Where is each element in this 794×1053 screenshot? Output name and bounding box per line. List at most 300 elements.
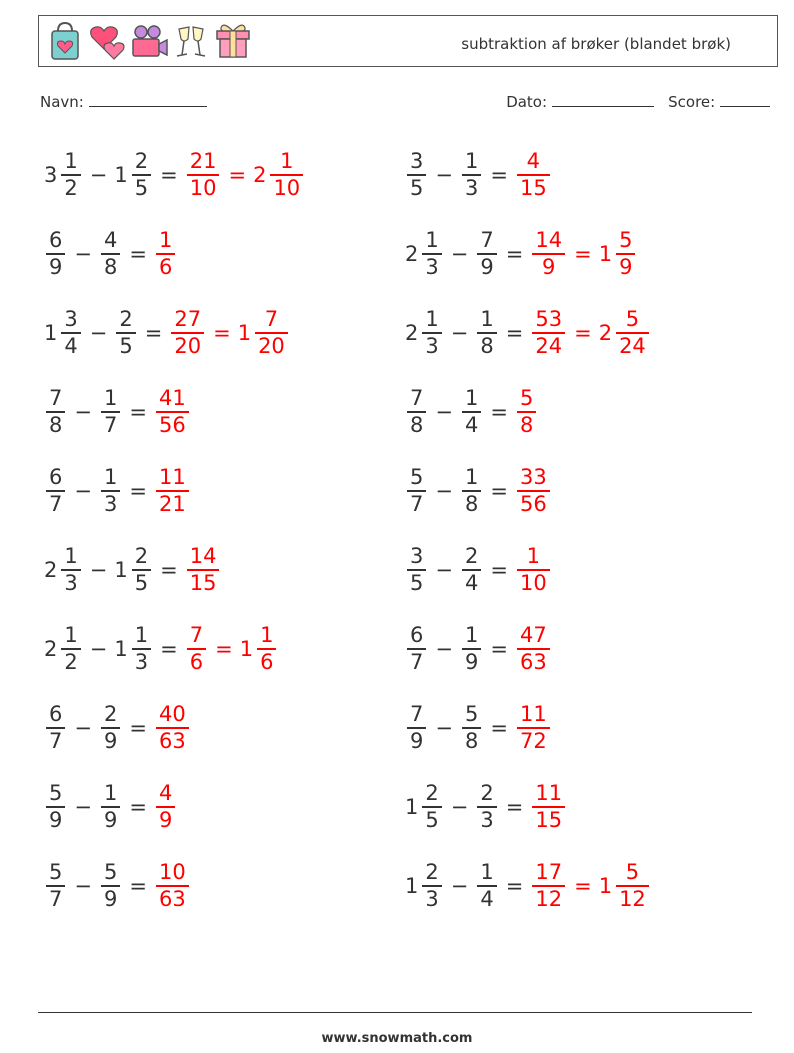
fraction xyxy=(132,149,151,201)
minuend xyxy=(405,149,428,201)
whole-number: 2 xyxy=(44,558,58,582)
denominator: 9 xyxy=(619,255,633,279)
minuend xyxy=(44,860,67,912)
numerator: 7 xyxy=(410,702,424,726)
denominator: 8 xyxy=(103,255,118,279)
denominator: 8 xyxy=(410,413,424,437)
denominator: 12 xyxy=(619,887,646,911)
minus-sign: − xyxy=(89,637,108,661)
subtrahend xyxy=(99,228,122,280)
fraction xyxy=(462,386,481,438)
equals-sign: = xyxy=(129,874,147,898)
numerator: 41 xyxy=(158,386,186,410)
whole-number: 2 xyxy=(253,163,267,187)
whole-number: 1 xyxy=(405,874,419,898)
fraction xyxy=(616,307,649,359)
problem-item xyxy=(44,535,221,605)
numerator: 17 xyxy=(535,860,563,884)
answer-fraction xyxy=(517,623,550,675)
denominator: 7 xyxy=(49,729,63,753)
minuend xyxy=(44,386,67,438)
footer-url: www.snowmath.com xyxy=(321,1031,473,1046)
numerator: 2 xyxy=(464,544,479,568)
denominator: 9 xyxy=(49,255,63,279)
denominator: 6 xyxy=(260,650,274,674)
denominator: 56 xyxy=(519,492,547,516)
problem-item xyxy=(44,851,191,921)
subtrahend xyxy=(475,860,498,912)
answer-fraction xyxy=(156,781,175,833)
fraction xyxy=(422,860,441,912)
numerator: 5 xyxy=(103,860,118,884)
denominator: 5 xyxy=(425,808,439,832)
answer xyxy=(185,544,222,596)
answer xyxy=(515,149,552,201)
equals-sign: = xyxy=(228,163,247,187)
champagne-glasses-icon xyxy=(171,19,211,63)
denominator: 3 xyxy=(425,887,439,911)
numerator: 7 xyxy=(264,307,279,331)
equals-sign: = xyxy=(213,321,231,345)
denominator: 3 xyxy=(425,334,439,358)
numerator: 14 xyxy=(189,544,217,568)
equals-sign: = xyxy=(490,400,508,424)
fraction xyxy=(257,623,276,675)
answer-fraction xyxy=(187,623,206,675)
numerator: 1 xyxy=(64,623,78,647)
problem-item xyxy=(44,219,177,289)
equals-sign: = xyxy=(490,479,508,503)
denominator: 10 xyxy=(519,571,547,595)
denominator: 63 xyxy=(519,650,547,674)
numerator: 1 xyxy=(280,149,294,173)
denominator: 5 xyxy=(410,176,424,200)
whole-number: 1 xyxy=(114,163,128,187)
answer xyxy=(530,860,650,912)
subtrahend xyxy=(99,781,122,833)
numerator: 27 xyxy=(174,307,202,331)
problem-item xyxy=(405,693,552,763)
denominator: 8 xyxy=(464,492,479,516)
minus-sign: − xyxy=(74,795,92,819)
minus-sign: − xyxy=(435,716,453,740)
problem-item xyxy=(405,851,651,921)
fraction xyxy=(407,623,426,675)
problem-item xyxy=(405,535,552,605)
denominator: 6 xyxy=(189,650,204,674)
numerator: 1 xyxy=(134,623,149,647)
numerator: 10 xyxy=(158,860,186,884)
denominator: 8 xyxy=(49,413,63,437)
equals-sign: = xyxy=(505,242,524,266)
numerator: 3 xyxy=(410,544,424,568)
fraction xyxy=(407,702,426,754)
problem-item xyxy=(405,219,637,289)
denominator: 9 xyxy=(480,255,494,279)
numerator: 11 xyxy=(519,702,547,726)
minus-sign: − xyxy=(450,795,469,819)
fraction xyxy=(462,544,481,596)
numerator: 11 xyxy=(158,465,186,489)
denominator: 24 xyxy=(535,334,563,358)
answer xyxy=(515,465,552,517)
fraction xyxy=(101,386,120,438)
numerator: 1 xyxy=(64,149,78,173)
answer-fraction xyxy=(156,702,189,754)
numerator: 4 xyxy=(526,149,541,173)
denominator: 8 xyxy=(519,413,534,437)
problem-item xyxy=(405,377,538,447)
minuend xyxy=(405,544,428,596)
whole-number: 2 xyxy=(405,321,419,345)
fraction xyxy=(255,307,288,359)
answer-fraction xyxy=(156,465,189,517)
problem-item xyxy=(44,772,177,842)
numerator: 40 xyxy=(158,702,186,726)
numerator: 14 xyxy=(535,228,563,252)
problem-item xyxy=(44,298,290,368)
minuend xyxy=(44,544,83,596)
numerator: 21 xyxy=(189,149,217,173)
numerator: 5 xyxy=(410,465,424,489)
minus-sign: − xyxy=(435,479,453,503)
answer xyxy=(515,623,552,675)
subtrahend xyxy=(460,623,483,675)
denominator: 9 xyxy=(103,887,118,911)
denominator: 4 xyxy=(464,571,479,595)
minuend xyxy=(44,307,83,359)
denominator: 3 xyxy=(464,176,479,200)
subtrahend xyxy=(99,386,122,438)
footer-divider xyxy=(38,1012,752,1013)
equals-sign: = xyxy=(129,242,147,266)
numerator: 7 xyxy=(49,386,63,410)
answer-fraction xyxy=(156,860,189,912)
fraction xyxy=(270,149,303,201)
numerator: 6 xyxy=(410,623,424,647)
denominator: 9 xyxy=(542,255,556,279)
name-field xyxy=(40,93,207,111)
equals-sign: = xyxy=(490,163,508,187)
denominator: 2 xyxy=(64,176,78,200)
answer-fraction xyxy=(156,386,189,438)
subtrahend xyxy=(460,702,483,754)
numerator: 1 xyxy=(464,386,479,410)
answer-fraction xyxy=(517,149,550,201)
equals-sign: = xyxy=(574,242,592,266)
denominator: 12 xyxy=(535,887,563,911)
numerator: 3 xyxy=(410,149,424,173)
minus-sign: − xyxy=(74,400,92,424)
equals-sign: = xyxy=(129,400,147,424)
whole-number: 2 xyxy=(598,321,613,345)
numerator: 11 xyxy=(535,781,563,805)
denominator: 9 xyxy=(49,808,63,832)
fraction xyxy=(462,465,481,517)
minus-sign: − xyxy=(450,874,469,898)
date-label: Dato: xyxy=(506,93,548,111)
denominator: 4 xyxy=(464,413,479,437)
denominator: 24 xyxy=(619,334,646,358)
answer xyxy=(169,307,289,359)
numerator: 1 xyxy=(526,544,541,568)
minus-sign: − xyxy=(450,321,469,345)
denominator: 9 xyxy=(103,808,118,832)
equals-sign: = xyxy=(129,795,147,819)
numerator: 5 xyxy=(49,860,63,884)
fraction xyxy=(101,228,120,280)
minus-sign: − xyxy=(89,163,108,187)
whole-number: 2 xyxy=(44,637,58,661)
numerator: 6 xyxy=(49,228,63,252)
denominator: 10 xyxy=(189,176,217,200)
fraction xyxy=(132,623,151,675)
answer-fraction xyxy=(187,544,220,596)
answer-fraction xyxy=(532,228,565,280)
numerator: 3 xyxy=(64,307,78,331)
answer xyxy=(185,623,279,675)
answer xyxy=(154,781,177,833)
whole-number: 1 xyxy=(114,637,128,661)
answer xyxy=(515,702,552,754)
numerator: 1 xyxy=(464,465,479,489)
answer-fraction xyxy=(517,465,550,517)
numerator: 5 xyxy=(519,386,534,410)
denominator: 5 xyxy=(410,571,424,595)
equals-sign: = xyxy=(129,716,147,740)
numerator: 47 xyxy=(519,623,547,647)
answer-mixed-number xyxy=(599,307,651,359)
answer xyxy=(154,386,191,438)
equals-sign: = xyxy=(574,321,592,345)
fraction xyxy=(407,544,426,596)
score-line[interactable] xyxy=(720,106,770,107)
fraction xyxy=(46,860,65,912)
numerator: 6 xyxy=(49,702,63,726)
answer xyxy=(515,386,538,438)
minuend xyxy=(44,149,83,201)
answer xyxy=(154,465,191,517)
minus-sign: − xyxy=(435,163,453,187)
denominator: 4 xyxy=(480,887,494,911)
numerator: 1 xyxy=(464,623,479,647)
equals-sign: = xyxy=(490,637,508,661)
denominator: 63 xyxy=(158,887,186,911)
denominator: 9 xyxy=(103,729,118,753)
minuend xyxy=(405,228,444,280)
minuend xyxy=(44,781,67,833)
fraction xyxy=(61,149,80,201)
numerator: 4 xyxy=(103,228,118,252)
whole-number: 1 xyxy=(114,558,128,582)
fraction xyxy=(116,307,135,359)
denominator: 7 xyxy=(49,492,63,516)
minuend xyxy=(44,623,83,675)
minus-sign: − xyxy=(435,558,453,582)
equals-sign: = xyxy=(505,874,524,898)
fraction xyxy=(61,623,80,675)
subtrahend xyxy=(99,860,122,912)
numerator: 5 xyxy=(619,228,633,252)
equals-sign: = xyxy=(160,558,178,582)
fraction xyxy=(462,149,481,201)
numerator: 5 xyxy=(464,702,479,726)
fraction xyxy=(422,781,441,833)
subtrahend xyxy=(475,781,498,833)
subtrahend xyxy=(460,149,483,201)
answer-mixed-number xyxy=(238,307,290,359)
answer-fraction xyxy=(156,228,175,280)
numerator: 5 xyxy=(49,781,63,805)
denominator: 20 xyxy=(174,334,202,358)
minuend xyxy=(405,860,444,912)
subtrahend xyxy=(99,702,122,754)
answer xyxy=(530,781,567,833)
whole-number: 3 xyxy=(44,163,58,187)
minus-sign: − xyxy=(89,321,108,345)
denominator: 63 xyxy=(158,729,186,753)
equals-sign: = xyxy=(490,716,508,740)
minuend xyxy=(44,702,67,754)
whole-number: 2 xyxy=(405,242,419,266)
numerator: 2 xyxy=(119,307,133,331)
fraction xyxy=(46,465,65,517)
answer-fraction xyxy=(532,307,565,359)
numerator: 1 xyxy=(103,781,118,805)
numerator: 1 xyxy=(103,465,118,489)
denominator: 21 xyxy=(158,492,186,516)
whole-number: 1 xyxy=(237,321,252,345)
denominator: 7 xyxy=(103,413,118,437)
denominator: 3 xyxy=(103,492,118,516)
numerator: 7 xyxy=(410,386,424,410)
numerator: 6 xyxy=(49,465,63,489)
answer xyxy=(154,860,191,912)
denominator: 5 xyxy=(134,571,149,595)
subtrahend xyxy=(99,465,122,517)
numerator: 2 xyxy=(134,544,149,568)
minuend xyxy=(44,228,67,280)
equals-sign: = xyxy=(505,321,524,345)
denominator: 15 xyxy=(519,176,547,200)
whole-number: 1 xyxy=(598,874,613,898)
equals-sign: = xyxy=(144,321,163,345)
numerator: 1 xyxy=(425,307,439,331)
fraction xyxy=(477,228,496,280)
denominator: 15 xyxy=(189,571,217,595)
numerator: 1 xyxy=(158,228,173,252)
numerator: 4 xyxy=(158,781,173,805)
fraction xyxy=(101,465,120,517)
fraction xyxy=(462,702,481,754)
fraction xyxy=(477,781,496,833)
numerator: 5 xyxy=(625,860,640,884)
fraction xyxy=(422,307,441,359)
subtrahend xyxy=(114,307,137,359)
fraction xyxy=(61,307,80,359)
numerator: 7 xyxy=(480,228,494,252)
minus-sign: − xyxy=(74,242,92,266)
denominator: 6 xyxy=(158,255,173,279)
answer-mixed-number xyxy=(240,623,279,675)
fraction xyxy=(132,544,151,596)
answer-fraction xyxy=(187,149,220,201)
gift-box-icon xyxy=(213,19,253,63)
equals-sign: = xyxy=(215,637,233,661)
fraction xyxy=(46,702,65,754)
answer xyxy=(530,228,637,280)
problem-item xyxy=(44,693,191,763)
problem-item xyxy=(44,456,191,526)
fraction xyxy=(61,544,80,596)
answer xyxy=(154,702,191,754)
problem-item xyxy=(44,614,278,684)
fraction xyxy=(101,860,120,912)
date-score-fields xyxy=(506,93,770,111)
fraction xyxy=(101,781,120,833)
numerator: 2 xyxy=(425,860,439,884)
numerator: 1 xyxy=(64,544,78,568)
equals-sign: = xyxy=(574,874,592,898)
date-line[interactable] xyxy=(552,106,654,107)
worksheet-title: subtraktion af brøker (blandet brøk) xyxy=(461,35,731,53)
numerator: 2 xyxy=(480,781,494,805)
problem-item xyxy=(44,377,191,447)
fraction xyxy=(46,386,65,438)
denominator: 7 xyxy=(49,887,63,911)
minus-sign: − xyxy=(435,400,453,424)
subtrahend xyxy=(114,623,153,675)
answer-fraction xyxy=(532,781,565,833)
answer xyxy=(154,228,177,280)
whole-number: 1 xyxy=(44,321,58,345)
subtrahend xyxy=(460,544,483,596)
name-line[interactable] xyxy=(89,106,207,107)
answer-fraction xyxy=(517,544,550,596)
denominator: 20 xyxy=(258,334,285,358)
numerator: 5 xyxy=(625,307,640,331)
fraction xyxy=(422,228,441,280)
subtrahend xyxy=(114,149,153,201)
fraction xyxy=(407,465,426,517)
denominator: 5 xyxy=(119,334,133,358)
equals-sign: = xyxy=(490,558,508,582)
numerator: 1 xyxy=(480,860,494,884)
subtrahend xyxy=(460,386,483,438)
fraction xyxy=(616,228,635,280)
minus-sign: − xyxy=(89,558,108,582)
numerator: 2 xyxy=(134,149,149,173)
fraction xyxy=(616,860,649,912)
fraction xyxy=(101,702,120,754)
denominator: 9 xyxy=(158,808,173,832)
denominator: 56 xyxy=(158,413,186,437)
denominator: 3 xyxy=(134,650,149,674)
denominator: 7 xyxy=(410,492,424,516)
numerator: 2 xyxy=(425,781,439,805)
minus-sign: − xyxy=(74,479,92,503)
subtrahend xyxy=(460,465,483,517)
numerator: 1 xyxy=(464,149,479,173)
fraction xyxy=(46,228,65,280)
equals-sign: = xyxy=(160,637,178,661)
shopping-bag-heart-icon xyxy=(45,19,85,63)
numerator: 1 xyxy=(103,386,118,410)
denominator: 8 xyxy=(480,334,494,358)
fraction xyxy=(407,149,426,201)
denominator: 7 xyxy=(410,650,424,674)
numerator: 1 xyxy=(425,228,439,252)
